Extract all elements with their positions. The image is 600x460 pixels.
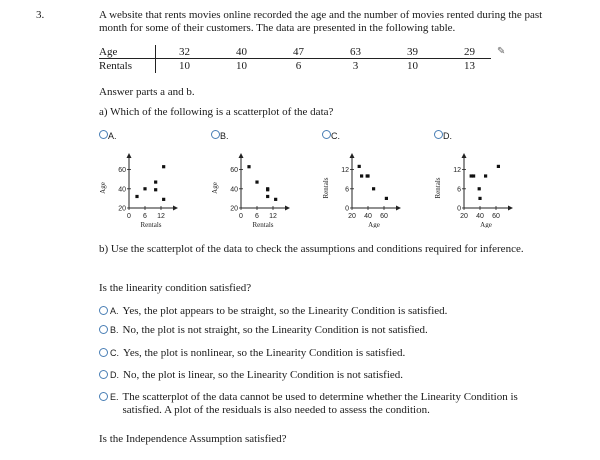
independence-question: Is the Independence Assumption satisfied? (99, 433, 287, 445)
y-tick-label: 60 (230, 167, 238, 175)
table-cell: 3 (352, 60, 359, 72)
y-axis-label: Rentals (434, 177, 442, 199)
option-a-radio[interactable]: A. (99, 130, 117, 142)
option-d-radio[interactable]: D. (434, 130, 452, 142)
x-tick-label: 6 (143, 213, 147, 220)
answer-option-e[interactable]: E. The scatterplot of the data cannot be used to determine whether the Linearity Condition is satisfied. A plot of the residuals is also needed to assess the condition. (99, 391, 554, 417)
data-point (135, 195, 138, 198)
y-axis-label: Rentals (322, 177, 330, 199)
y-axis-arrow (350, 153, 355, 158)
scatterplot-b[interactable] (209, 146, 295, 228)
table-cell: 13 (464, 60, 475, 72)
row-label-age: Age (99, 46, 118, 58)
answer-option-c[interactable]: C. Yes, the plot is nonlinear, so the Linearity Condition is satisfied. (99, 347, 405, 360)
data-point (470, 174, 473, 177)
y-tick-label: 0 (345, 205, 349, 213)
data-point (162, 165, 165, 168)
data-point (372, 187, 375, 190)
data-point (360, 174, 363, 177)
data-point (266, 188, 269, 191)
table-cell: 63 (350, 46, 361, 58)
data-point (154, 180, 157, 183)
table-row (99, 59, 498, 73)
data-point (143, 187, 146, 190)
data-point (162, 198, 165, 201)
table-cell: 40 (236, 46, 247, 58)
y-tick-label: 12 (341, 167, 349, 175)
x-axis-label: Rentals (140, 221, 162, 228)
data-point (154, 188, 157, 191)
pencil-icon[interactable]: ✎ (497, 46, 506, 57)
x-tick-label: 12 (269, 213, 277, 220)
x-axis-label: Rentals (252, 221, 274, 228)
y-tick-label: 6 (345, 186, 349, 194)
part-a-question: a) Which of the following is a scatterplot of the data? (99, 106, 334, 118)
x-tick-label: 60 (492, 213, 500, 220)
scatterplot-d[interactable] (432, 146, 518, 228)
x-tick-label: 0 (239, 213, 243, 220)
data-point (497, 165, 500, 168)
y-axis-label: Age (99, 182, 107, 194)
y-tick-label: 60 (118, 167, 126, 175)
x-tick-label: 20 (348, 213, 356, 220)
linearity-question: Is the linearity condition satisfied? (99, 282, 252, 294)
answer-option-a[interactable]: A. Yes, the plot appears to be straight, so the Linearity Condition is satisfied. (99, 305, 447, 318)
data-point (255, 180, 258, 183)
data-point (484, 174, 487, 177)
y-axis-arrow (239, 153, 244, 158)
scatterplot-a[interactable] (97, 146, 183, 228)
x-axis-arrow (173, 206, 178, 211)
table-cell: 10 (179, 60, 190, 72)
y-tick-label: 0 (457, 205, 461, 213)
data-point (366, 174, 369, 177)
x-tick-label: 6 (255, 213, 259, 220)
instruction-text: Answer parts a and b. (99, 86, 195, 98)
radio-button[interactable] (99, 325, 108, 334)
data-point (274, 198, 277, 201)
table-cell: 39 (407, 46, 418, 58)
table-cell: 32 (179, 46, 190, 58)
option-b-radio[interactable]: B. (211, 130, 229, 142)
data-point (247, 165, 250, 168)
table-divider (99, 58, 491, 59)
y-axis-label: Age (211, 182, 219, 194)
y-tick-label: 40 (230, 186, 238, 194)
x-axis-arrow (508, 206, 513, 211)
question-intro: A website that rents movies online recorded the age and the number of movies rented during the past month for some of their customers. The data are presented in the following table. (99, 9, 543, 34)
x-tick-label: 60 (380, 213, 388, 220)
table-cell: 6 (295, 60, 302, 72)
x-axis-label: Age (368, 221, 380, 228)
data-point (478, 187, 481, 190)
answer-option-b[interactable]: B. No, the plot is not straight, so the Linearity Condition is not satisfied. (99, 324, 428, 337)
option-c-radio[interactable]: C. (322, 130, 340, 142)
x-tick-label: 12 (157, 213, 165, 220)
answer-option-d[interactable]: D. No, the plot is linear, so the Linearity Condition is not satisfied. (99, 369, 403, 382)
table-cell: 47 (293, 46, 304, 58)
data-point (358, 165, 361, 168)
data-table (99, 45, 498, 73)
table-cell: 10 (407, 60, 418, 72)
x-axis-arrow (396, 206, 401, 211)
y-tick-label: 20 (118, 205, 126, 213)
data-point (385, 197, 388, 200)
y-axis-arrow (127, 153, 132, 158)
data-point (478, 197, 481, 200)
table-cell: 29 (464, 46, 475, 58)
y-tick-label: 20 (230, 205, 238, 213)
x-axis-arrow (285, 206, 290, 211)
part-b-question: b) Use the scatterplot of the data to check the assumptions and conditions required for inference. (99, 243, 524, 255)
y-tick-label: 6 (457, 186, 461, 194)
data-point (266, 195, 269, 198)
table-cell: 10 (236, 60, 247, 72)
x-tick-label: 0 (127, 213, 131, 220)
x-tick-label: 20 (460, 213, 468, 220)
x-axis-label: Age (480, 221, 492, 228)
table-row (99, 45, 498, 59)
radio-button[interactable] (99, 306, 108, 315)
y-tick-label: 40 (118, 186, 126, 194)
radio-button[interactable] (99, 348, 108, 357)
row-label-rentals: Rentals (99, 60, 132, 72)
radio-button[interactable] (99, 370, 108, 379)
scatterplot-c[interactable] (320, 146, 406, 228)
y-tick-label: 12 (453, 167, 461, 175)
x-tick-label: 40 (476, 213, 484, 220)
x-tick-label: 40 (364, 213, 372, 220)
question-number: 3. (36, 9, 45, 21)
radio-button[interactable] (99, 392, 108, 401)
y-axis-arrow (462, 153, 467, 158)
